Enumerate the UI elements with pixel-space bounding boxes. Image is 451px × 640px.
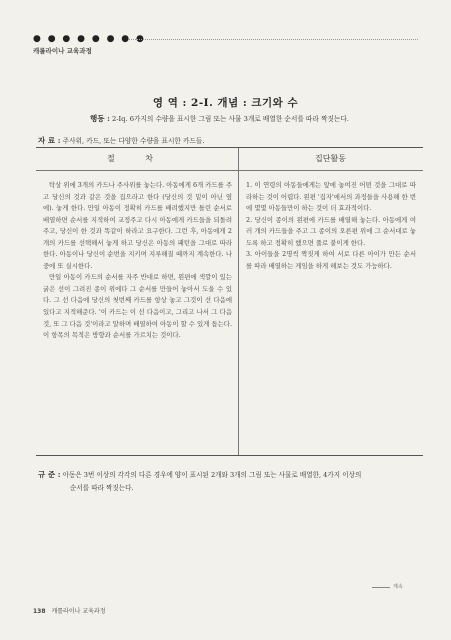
criteria-text: 아동은 3번 이상의 각각의 다른 경우에 양이 표시된 2개와 3개의 그림 또는 사물로 배열한, 4가지 이상의 [62, 471, 362, 479]
header-dots: ● ● ● ● ● ● ● ● [33, 34, 146, 44]
activity-table [36, 147, 423, 456]
continued-note: 계속 [393, 584, 403, 590]
group-paragraph: 3. 아이들을 2명씩 짝짓게 하여 서로 다른 아이가 만든 순서를 따라 배열하는 게임을 하게 해보는 것도 가능하다. [246, 250, 416, 270]
page-footer [33, 606, 106, 615]
behavior-label: 행동 : [90, 114, 110, 123]
column-divider [238, 148, 239, 455]
header-title: 캐롤라이나 교육과정 [33, 47, 92, 55]
materials-text: 주사위, 카드, 또는 다양한 수량을 표시한 카드들. [62, 137, 205, 145]
header-rule [36, 170, 423, 171]
criteria-block [38, 468, 428, 495]
page-title: 영 역 : 2-Ⅰ. 개념 : 크기와 수 [152, 97, 299, 109]
behavior-line [90, 113, 349, 124]
criteria-text-cont: 순서를 따라 짝짓는다. [70, 484, 134, 492]
continued-rule [372, 587, 390, 588]
procedure-header: 절 차 [107, 154, 167, 163]
procedure-paragraph: 만일 아동이 카드의 순서를 자주 반대로 하면, 왼편에 색깔이 있는 굵은 선이 그려진 종이 위에다 그 순서를 만들어 놓아서 도울 수 있다. 그 선 다음에 당신의 첫번째 카드를 항상 놓고 그것이 선 다음에 있다고 지적해준다. '이 카드는 이 선 다음이고, 그리고 나서 그 다음 것, 또 그 다음 것'이라고 말하며 배열하여 아동이 할 수 있게 돕는다. 이 항목의 목적은 방향과 순서를 가르치는 것이다. [43, 273, 232, 340]
procedure-cell [43, 180, 232, 342]
procedure-paragraph: 탁상 위에 3개의 카드나 주사위를 놓는다. 아동에게 6개 카드를 주고 당신의 것과 같은 것을 집으라고 한다 (당신의 것 밑이 아닌 옆에). 놓게 한다. 만일 아동이 정확히 카드를 배려했지만 틀린 순서로 배열하면 순서를 지적하여 교정주고 다시 아동에게 카드들을 되돌려 주고, 당신이 한 것과 똑같이 하라고 요구한다. 그런 후, 아동에게 2개의 카드를 선택해서 놓게 하고 당신은 아동의 패턴을 그대로 따라한다. 아동이나 당신이 순번을 지키며 지루해질 때까지 계속한다. 나중에 또 실시한다. [43, 181, 232, 270]
group-activity-header: 집단활동 [315, 154, 346, 163]
behavior-text: 2-Ⅰq. 6가지의 수량을 표시한 그림 또는 사물 3개로 배열한 순서를 따라 짝짓는다. [112, 115, 349, 123]
materials-line [38, 135, 205, 146]
group-activity-cell [246, 180, 416, 272]
page-number: 138 [33, 608, 46, 615]
group-paragraph: 2. 당신이 종이의 왼편에 카드를 배열해 놓는다. 아동에게 여러 개의 카드들을 주고 그 종이의 오른편 위에 그 순서대로 놓도록 하고 정확히 했으면 풀로 붙이게 한다. [246, 215, 416, 247]
criteria-label: 규 준 : [38, 470, 61, 479]
group-paragraph: 1. 이 연령의 아동들에게는 앞에 놓여진 어떤 것을 그대로 따라하는 것이 어렵다. 왼편 '집자'에서의 과정들을 사용해 한 번에 몇몇 아동들만이 하는 것이 더 효과적이다. [246, 181, 416, 213]
materials-label: 자 료 : [38, 136, 61, 145]
header-divider [128, 39, 418, 40]
footer-title: 캐롤라이나 교육과정 [51, 608, 106, 615]
